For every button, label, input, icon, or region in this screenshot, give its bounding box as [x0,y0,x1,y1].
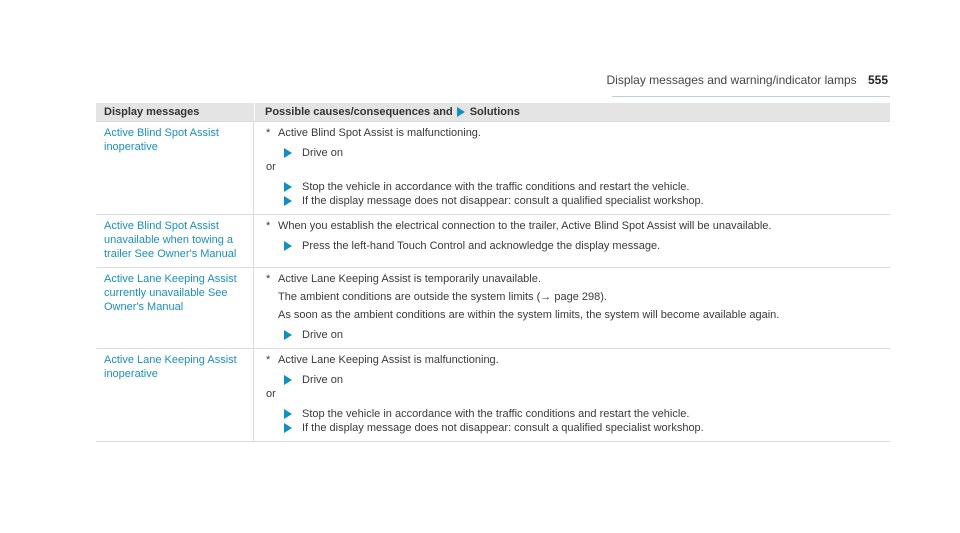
running-head-title: Display messages and warning/indicator lamps [606,73,857,87]
step-text: Press the left-hand Touch Control and acknowledge the display message. [302,240,661,252]
step-arrow-icon [284,182,292,192]
step-arrow-icon [284,148,292,158]
display-message: Active Blind Spot Assist inoperative [96,122,254,214]
cause-text: Active Lane Keeping Assist is malfunctioning. [278,354,499,366]
asterisk-marker: * [266,354,271,366]
step-text: If the display message does not disappear: consult a qualified specialist workshop. [302,195,704,207]
causes-solutions [254,215,890,267]
table-row [96,348,890,441]
table-row [96,267,890,348]
step-arrow-icon [284,423,292,433]
messages-table [96,103,890,442]
step-arrow-icon [284,409,292,419]
header-rule [612,96,890,97]
display-message: Active Lane Keeping Assist inoperative [96,349,254,441]
step-arrow-icon [284,330,292,340]
table-row [96,121,890,214]
asterisk-marker: * [266,273,271,285]
header-display-messages: Display messages [104,106,200,118]
or-text: or [266,388,276,400]
page-number: 555 [867,73,888,87]
header-causes: Possible causes/consequences and [265,106,453,118]
running-head [607,73,889,87]
cause-text: When you establish the electrical connection to the trailer, Active Blind Spot Assist will be unavailable. [278,220,772,232]
display-message: Active Lane Keeping Assist currently unavailable See Owner's Manual [96,268,254,348]
step-arrow-icon [284,241,292,251]
step-text: Drive on [302,329,343,341]
cause-text: Active Blind Spot Assist is malfunctioning. [278,127,481,139]
asterisk-marker: * [266,220,271,232]
step-arrow-icon [284,196,292,206]
note-text: As soon as the ambient conditions are within the system limits, the system will become available again. [278,309,780,321]
header-causes-solutions [255,105,890,119]
causes-solutions [254,122,890,214]
causes-solutions [254,268,890,348]
step-text: Stop the vehicle in accordance with the traffic conditions and restart the vehicle. [302,181,690,193]
step-text: Drive on [302,374,343,386]
step-text: Drive on [302,147,343,159]
display-message: Active Blind Spot Assist unavailable when towing a trailer See Owner's Manual [96,215,254,267]
table-header [96,103,890,121]
step-text: Stop the vehicle in accordance with the traffic conditions and restart the vehicle. [302,408,690,420]
asterisk-marker: * [266,127,271,139]
step-arrow-icon [284,375,292,385]
table-row [96,214,890,267]
or-text: or [266,161,276,173]
step-text: If the display message does not disappear: consult a qualified specialist workshop. [302,422,704,434]
note-text: The ambient conditions are outside the system limits (→ page 298). [278,291,607,303]
arrow-right-icon [457,107,465,117]
cause-text: Active Lane Keeping Assist is temporarily unavailable. [278,273,541,285]
causes-solutions [254,349,890,441]
header-solutions: Solutions [469,106,520,118]
